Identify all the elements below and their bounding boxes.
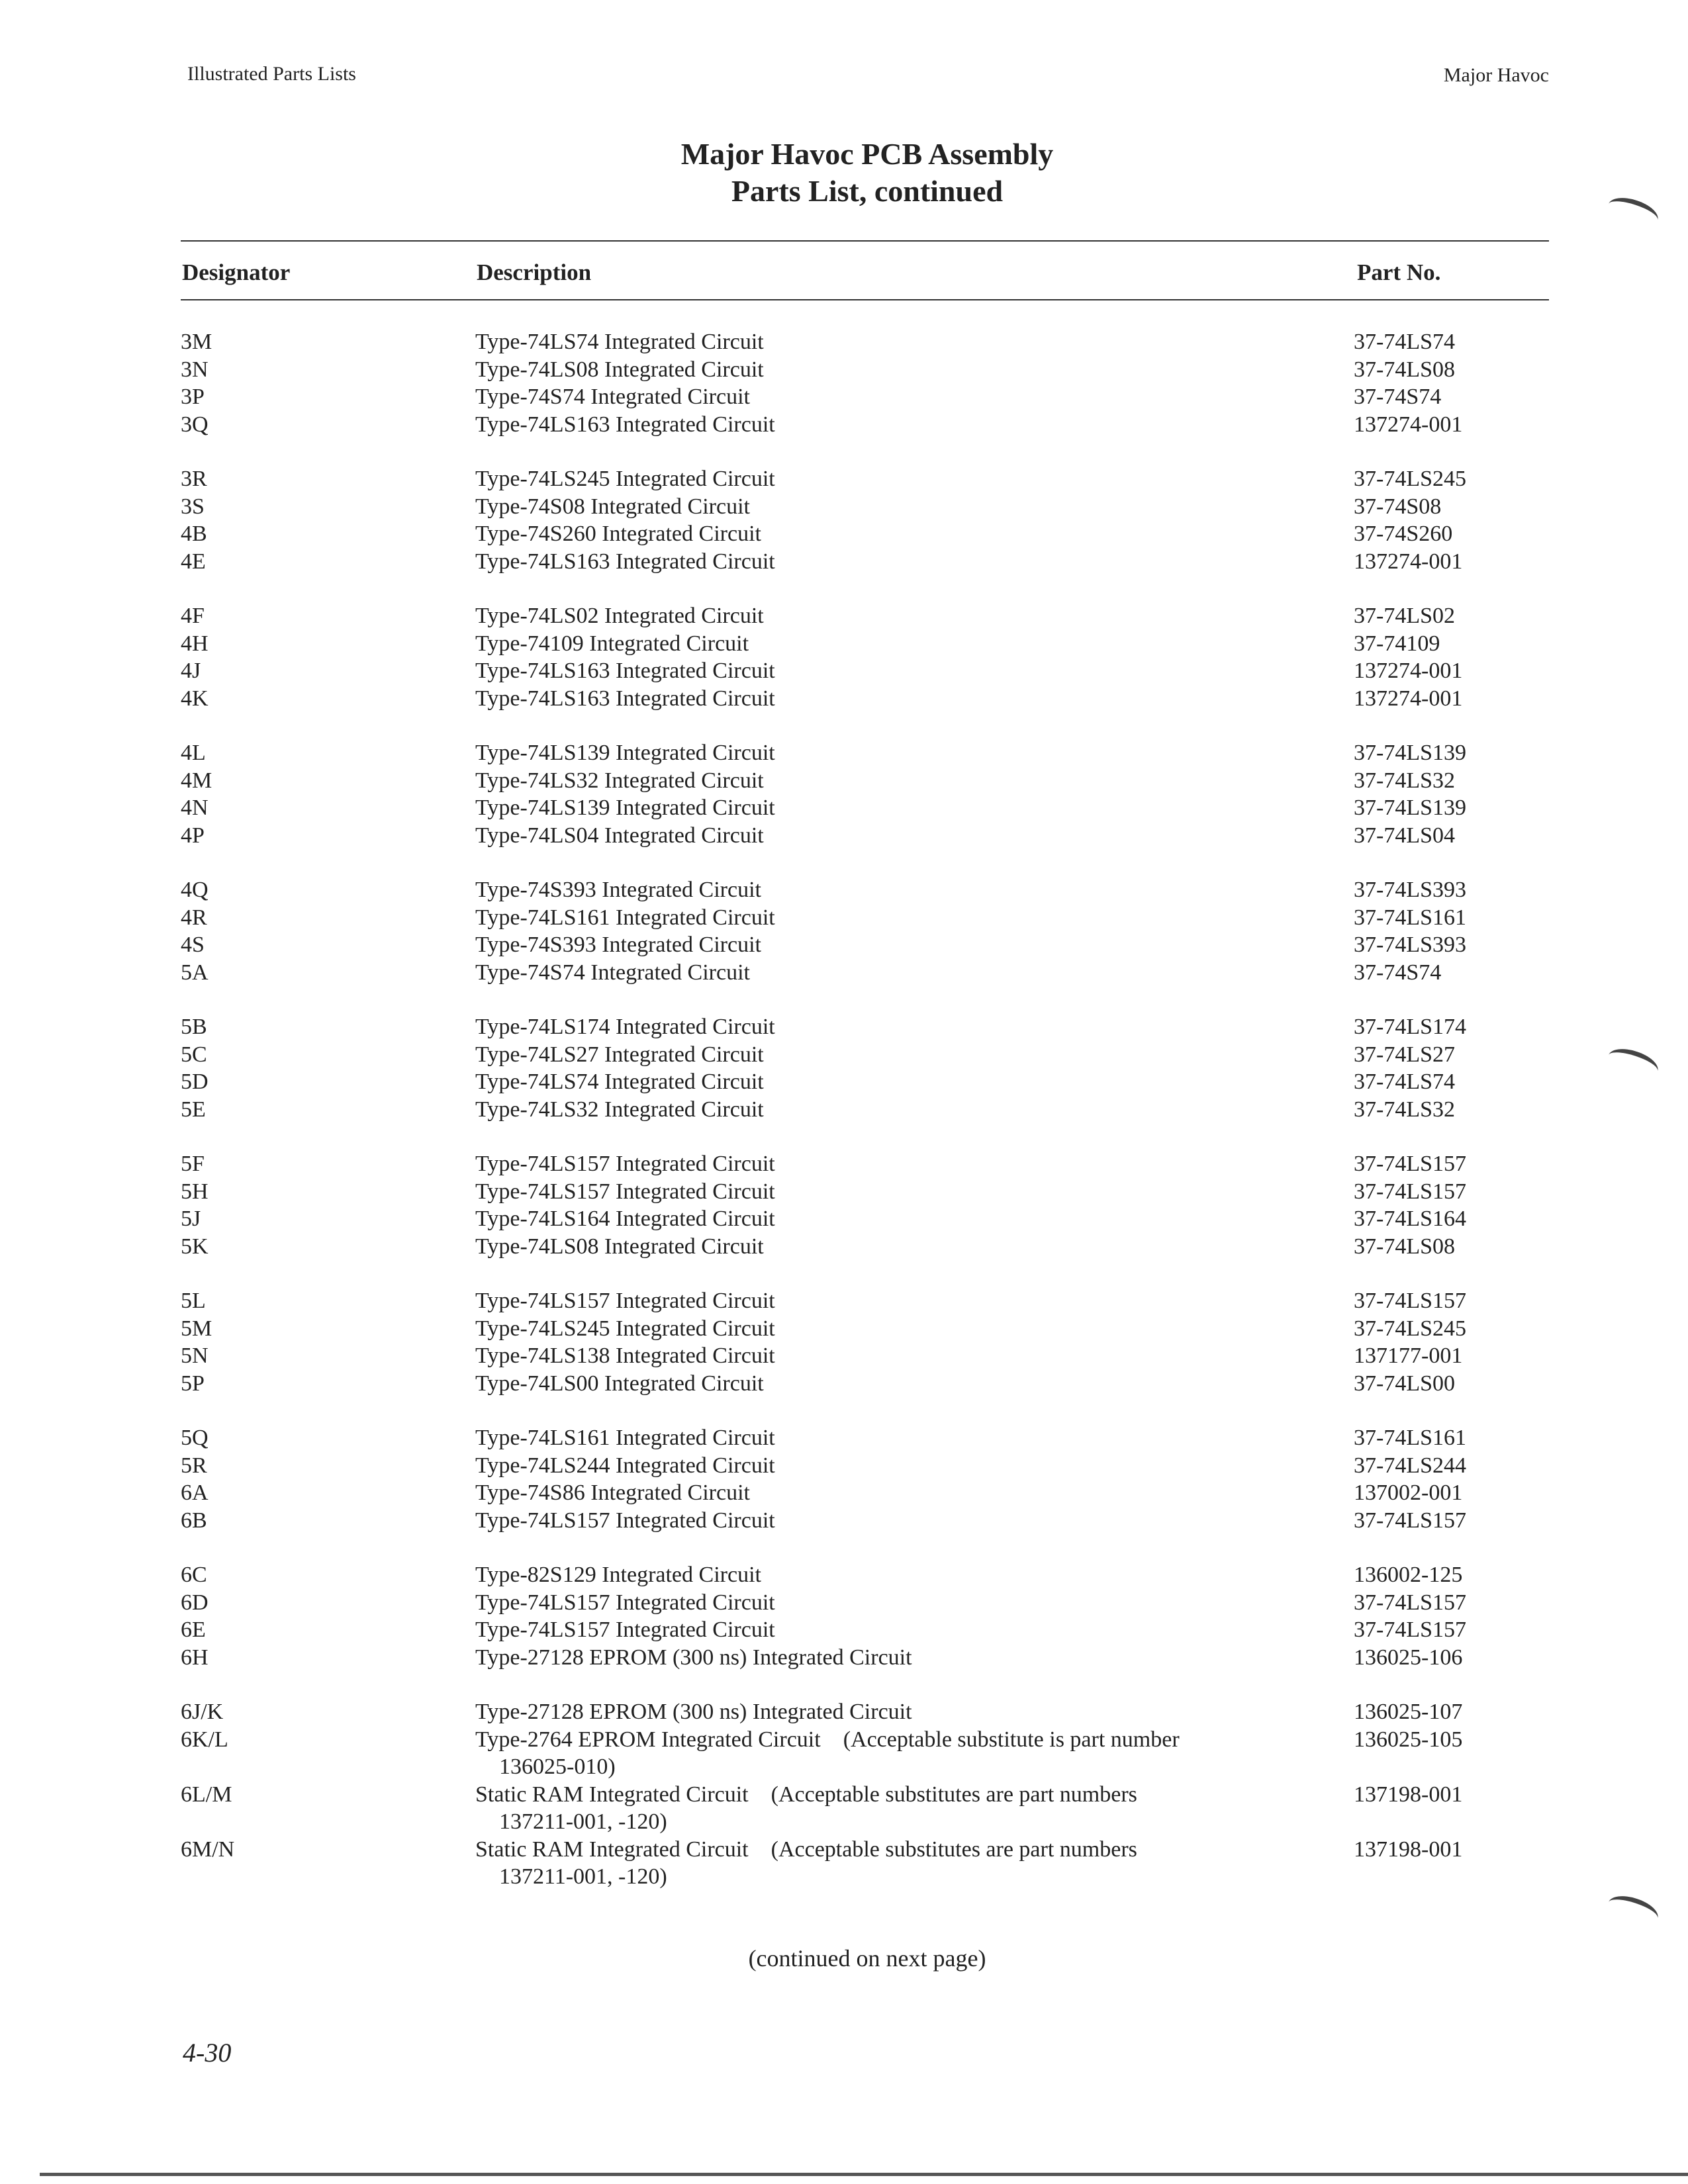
part-number-cell: 37-74LS244: [1354, 1453, 1466, 1478]
table-row: [0, 1479, 1688, 1507]
part-number-cell: 136025-105: [1354, 1727, 1463, 1752]
description-cell: [475, 657, 1296, 685]
description-text: Type-74LS163 Integrated Circuit: [475, 549, 775, 574]
designator-cell: 5J: [181, 1206, 201, 1231]
designator-cell: 5F: [181, 1152, 205, 1176]
table-row: [0, 493, 1688, 521]
designator-cell: 4B: [181, 522, 207, 546]
part-number-cell: 37-74LS393: [1354, 878, 1466, 902]
part-number-cell: 37-74LS32: [1354, 1097, 1455, 1122]
description-text: Type-82S129 Integrated Circuit: [475, 1563, 761, 1587]
designator-cell: 6K/L: [181, 1727, 228, 1752]
parts-table: [0, 328, 1688, 1918]
table-row: [0, 876, 1688, 904]
designator-cell: 5C: [181, 1042, 207, 1067]
description-cell: [475, 1781, 1296, 1836]
part-number-cell: 37-74LS393: [1354, 933, 1466, 957]
description-cell: [475, 1013, 1296, 1041]
row-group: [0, 1150, 1688, 1260]
part-number-cell: 37-74109: [1354, 631, 1440, 656]
designator-cell: 6D: [181, 1590, 209, 1615]
page-header-right: Major Havoc: [1443, 64, 1549, 86]
description-cell: [475, 1041, 1296, 1069]
designator-cell: 3N: [181, 357, 209, 382]
table-row: [0, 904, 1688, 932]
designator-cell: 4F: [181, 604, 205, 628]
description-cell: [475, 1507, 1296, 1535]
part-number-cell: 37-74LS157: [1354, 1508, 1466, 1533]
part-number-cell: 137274-001: [1354, 686, 1463, 711]
table-row: [0, 630, 1688, 658]
table-row: [0, 657, 1688, 685]
part-number-cell: 37-74LS04: [1354, 823, 1455, 848]
description-text: Type-27128 EPROM (300 ns) Integrated Circuit: [475, 1700, 912, 1724]
description-cell: [475, 383, 1296, 411]
designator-cell: 4R: [181, 905, 207, 930]
row-group: [0, 465, 1688, 575]
part-number-cell: 37-74LS157: [1354, 1617, 1466, 1642]
table-row: [0, 1781, 1688, 1836]
table-row: [0, 822, 1688, 850]
description-text: Type-74LS08 Integrated Circuit: [475, 1234, 764, 1259]
table-row: [0, 1424, 1688, 1452]
description-cell: [475, 1452, 1296, 1480]
table-row: [0, 1616, 1688, 1644]
table-row: [0, 465, 1688, 493]
part-number-cell: 136025-106: [1354, 1645, 1463, 1670]
description-cell: [475, 1644, 1296, 1672]
part-number-cell: 37-74LS164: [1354, 1206, 1466, 1231]
description-text: Type-74LS245 Integrated Circuit: [475, 1316, 775, 1341]
column-header-part-no: Part No.: [1357, 259, 1441, 285]
table-row: [0, 959, 1688, 987]
table-row: [0, 1836, 1688, 1891]
row-group: [0, 1287, 1688, 1397]
description-cell: [475, 959, 1296, 987]
row-group: [0, 602, 1688, 712]
table-row: [0, 1644, 1688, 1672]
part-number-cell: 137177-001: [1354, 1343, 1463, 1368]
description-text: Type-74LS74 Integrated Circuit: [475, 330, 764, 354]
description-cell: [475, 1424, 1296, 1452]
description-text: Type-74LS157 Integrated Circuit: [475, 1508, 775, 1533]
designator-cell: 5P: [181, 1371, 205, 1396]
table-row: [0, 1178, 1688, 1206]
part-number-cell: 37-74LS139: [1354, 741, 1466, 765]
description-text: Type-74LS32 Integrated Circuit: [475, 768, 764, 793]
table-row: [0, 794, 1688, 822]
description-text: Type-74LS139 Integrated Circuit: [475, 741, 775, 765]
description-text: Type-74LS138 Integrated Circuit: [475, 1343, 775, 1368]
title-line-1: Major Havoc PCB Assembly: [680, 137, 1054, 171]
designator-cell: 6C: [181, 1563, 207, 1587]
description-text: Type-74LS157 Integrated Circuit: [475, 1289, 775, 1313]
description-text: Type-74LS163 Integrated Circuit: [475, 659, 775, 683]
table-row: [0, 1370, 1688, 1398]
part-number-cell: 37-74LS08: [1354, 357, 1455, 382]
table-row: [0, 520, 1688, 548]
description-cell: [475, 1479, 1296, 1507]
designator-cell: 4P: [181, 823, 205, 848]
description-text: Type-74S260 Integrated Circuit: [475, 522, 761, 546]
part-number-cell: 37-74LS161: [1354, 1426, 1466, 1450]
description-text: Type-74LS157 Integrated Circuit: [475, 1179, 775, 1204]
part-number-cell: 137198-001: [1354, 1837, 1463, 1862]
row-group: [0, 1424, 1688, 1534]
table-row: [0, 1315, 1688, 1343]
description-cell: [475, 1178, 1296, 1206]
description-cell: [475, 1836, 1296, 1891]
description-text: Type-74LS00 Integrated Circuit: [475, 1371, 764, 1396]
table-row: [0, 931, 1688, 959]
column-header-designator: Designator: [182, 259, 291, 285]
designator-cell: 6B: [181, 1508, 207, 1533]
column-header-description: Description: [477, 259, 592, 285]
description-cell: [475, 548, 1296, 576]
designator-cell: 6H: [181, 1645, 209, 1670]
description-text: Type-74S393 Integrated Circuit: [475, 933, 761, 957]
description-text: Type-74S08 Integrated Circuit: [475, 494, 750, 519]
description-continuation: 137211-001, -120): [499, 1809, 667, 1834]
description-cell: [475, 1150, 1296, 1178]
table-row: [0, 1287, 1688, 1315]
description-text: Type-74LS08 Integrated Circuit: [475, 357, 764, 382]
designator-cell: 4E: [181, 549, 206, 574]
title-line-2: Parts List, continued: [731, 174, 1004, 208]
part-number-cell: 37-74LS139: [1354, 796, 1466, 820]
designator-cell: 3Q: [181, 412, 209, 437]
description-cell: [475, 1342, 1296, 1370]
part-number-cell: 137002-001: [1354, 1480, 1463, 1505]
table-row: [0, 1013, 1688, 1041]
page-bottom-edge: [40, 2173, 1688, 2176]
designator-cell: 4J: [181, 659, 201, 683]
description-cell: [475, 767, 1296, 795]
part-number-cell: 37-74LS74: [1354, 1069, 1455, 1094]
description-cell: [475, 1370, 1296, 1398]
description-cell: [475, 904, 1296, 932]
description-text: Type-2764 EPROM Integrated Circuit (Acceptable substitute is part number: [475, 1727, 1180, 1752]
description-continuation: 137211-001, -120): [499, 1864, 667, 1889]
description-text: Type-74LS74 Integrated Circuit: [475, 1069, 764, 1094]
part-number-cell: 137198-001: [1354, 1782, 1463, 1807]
designator-cell: 5A: [181, 960, 209, 985]
designator-cell: 4H: [181, 631, 209, 656]
description-text: Type-74LS157 Integrated Circuit: [475, 1617, 775, 1642]
part-number-cell: 37-74S74: [1354, 960, 1442, 985]
table-row: [0, 1068, 1688, 1096]
description-cell: [475, 1205, 1296, 1233]
part-number-cell: 37-74LS08: [1354, 1234, 1455, 1259]
designator-cell: 5M: [181, 1316, 212, 1341]
description-cell: [475, 1315, 1296, 1343]
row-group: [0, 1013, 1688, 1123]
part-number-cell: 37-74LS02: [1354, 604, 1455, 628]
part-number-cell: 37-74S260: [1354, 522, 1453, 546]
part-number-cell: 37-74LS27: [1354, 1042, 1455, 1067]
description-text: Type-74LS161 Integrated Circuit: [475, 1426, 775, 1450]
part-number-cell: 136002-125: [1354, 1563, 1463, 1587]
designator-cell: 3R: [181, 467, 207, 491]
part-number-cell: 37-74LS161: [1354, 905, 1466, 930]
designator-cell: 5H: [181, 1179, 209, 1204]
designator-cell: 6M/N: [181, 1837, 235, 1862]
designator-cell: 6J/K: [181, 1700, 224, 1724]
description-text: Type-74S393 Integrated Circuit: [475, 878, 761, 902]
continued-note: (continued on next page): [748, 1945, 986, 1972]
designator-cell: 5E: [181, 1097, 206, 1122]
row-group: [0, 328, 1688, 438]
page-title: [0, 136, 1688, 210]
description-continuation: 136025-010): [499, 1754, 616, 1779]
description-text: Type-74LS174 Integrated Circuit: [475, 1015, 775, 1039]
description-cell: [475, 1726, 1296, 1781]
row-group: [0, 876, 1688, 986]
table-row: [0, 1150, 1688, 1178]
description-cell: [475, 328, 1296, 356]
page-header-left: Illustrated Parts Lists: [187, 63, 356, 85]
part-number-cell: 37-74LS245: [1354, 1316, 1466, 1341]
description-cell: [475, 1561, 1296, 1589]
description-cell: [475, 602, 1296, 630]
part-number-cell: 37-74LS32: [1354, 768, 1455, 793]
description-text: Type-74LS157 Integrated Circuit: [475, 1590, 775, 1615]
designator-cell: 4K: [181, 686, 209, 711]
description-cell: [475, 794, 1296, 822]
part-number-cell: 37-74LS174: [1354, 1015, 1466, 1039]
designator-cell: 4Q: [181, 878, 209, 902]
part-number-cell: 37-74LS157: [1354, 1289, 1466, 1313]
designator-cell: 5K: [181, 1234, 209, 1259]
designator-cell: 6E: [181, 1617, 206, 1642]
description-text: Type-74LS32 Integrated Circuit: [475, 1097, 764, 1122]
description-text: Type-27128 EPROM (300 ns) Integrated Circuit: [475, 1645, 912, 1670]
part-number-cell: 37-74S74: [1354, 385, 1442, 409]
designator-cell: 4L: [181, 741, 206, 765]
table-row: [0, 1096, 1688, 1124]
description-cell: [475, 520, 1296, 548]
table-row: [0, 411, 1688, 439]
designator-cell: 4S: [181, 933, 205, 957]
description-text: Type-74109 Integrated Circuit: [475, 631, 749, 656]
description-text: Type-74LS164 Integrated Circuit: [475, 1206, 775, 1231]
table-row: [0, 739, 1688, 767]
designator-cell: 4N: [181, 796, 209, 820]
description-cell: [475, 1698, 1296, 1726]
designator-cell: 5N: [181, 1343, 209, 1368]
designator-cell: 3S: [181, 494, 205, 519]
description-cell: [475, 630, 1296, 658]
description-cell: [475, 1233, 1296, 1261]
row-group: [0, 739, 1688, 849]
description-text: Type-74LS02 Integrated Circuit: [475, 604, 764, 628]
description-text: Type-74LS163 Integrated Circuit: [475, 412, 775, 437]
row-group: [0, 1561, 1688, 1671]
designator-cell: 5Q: [181, 1426, 209, 1450]
designator-cell: 3P: [181, 385, 205, 409]
description-cell: [475, 876, 1296, 904]
designator-cell: 5L: [181, 1289, 206, 1313]
part-number-cell: 37-74LS157: [1354, 1152, 1466, 1176]
description-cell: [475, 822, 1296, 850]
part-number-cell: 136025-107: [1354, 1700, 1463, 1724]
description-cell: [475, 1616, 1296, 1644]
table-row: [0, 1507, 1688, 1535]
description-cell: [475, 739, 1296, 767]
table-row: [0, 1726, 1688, 1781]
description-cell: [475, 465, 1296, 493]
description-text: Type-74LS245 Integrated Circuit: [475, 467, 775, 491]
designator-cell: 3M: [181, 330, 212, 354]
designator-cell: 6L/M: [181, 1782, 232, 1807]
description-cell: [475, 356, 1296, 384]
part-number-cell: 137274-001: [1354, 549, 1463, 574]
table-row: [0, 1342, 1688, 1370]
table-row: [0, 383, 1688, 411]
description-text: Type-74LS161 Integrated Circuit: [475, 905, 775, 930]
description-text: Type-74LS244 Integrated Circuit: [475, 1453, 775, 1478]
part-number-cell: 37-74LS74: [1354, 330, 1455, 354]
part-number-cell: 37-74LS157: [1354, 1179, 1466, 1204]
description-text: Type-74S74 Integrated Circuit: [475, 385, 750, 409]
designator-cell: 5D: [181, 1069, 209, 1094]
description-cell: [475, 493, 1296, 521]
description-text: Static RAM Integrated Circuit (Acceptable substitutes are part numbers: [475, 1782, 1137, 1807]
designator-cell: 5B: [181, 1015, 207, 1039]
row-group: [0, 1698, 1688, 1891]
description-cell: [475, 411, 1296, 439]
description-text: Type-74LS139 Integrated Circuit: [475, 796, 775, 820]
table-row: [0, 602, 1688, 630]
table-row: [0, 356, 1688, 384]
table-row: [0, 1205, 1688, 1233]
top-rule: [181, 240, 1549, 242]
description-cell: [475, 1068, 1296, 1096]
part-number-cell: 37-74LS157: [1354, 1590, 1466, 1615]
description-text: Type-74LS27 Integrated Circuit: [475, 1042, 764, 1067]
part-number-cell: 37-74LS245: [1354, 467, 1466, 491]
description-text: Static RAM Integrated Circuit (Acceptable substitutes are part numbers: [475, 1837, 1137, 1862]
description-cell: [475, 1096, 1296, 1124]
description-cell: [475, 1287, 1296, 1315]
table-row: [0, 1233, 1688, 1261]
page-number: 4-30: [183, 2038, 232, 2068]
description-text: Type-74LS157 Integrated Circuit: [475, 1152, 775, 1176]
header-rule: [181, 299, 1549, 300]
part-number-cell: 37-74S08: [1354, 494, 1442, 519]
table-row: [0, 1698, 1688, 1726]
part-number-cell: 137274-001: [1354, 659, 1463, 683]
description-cell: [475, 1589, 1296, 1617]
description-text: Type-74S86 Integrated Circuit: [475, 1480, 750, 1505]
table-row: [0, 1452, 1688, 1480]
designator-cell: 5R: [181, 1453, 207, 1478]
table-row: [0, 328, 1688, 356]
part-number-cell: 137274-001: [1354, 412, 1463, 437]
description-text: Type-74LS163 Integrated Circuit: [475, 686, 775, 711]
part-number-cell: 37-74LS00: [1354, 1371, 1455, 1396]
table-row: [0, 1561, 1688, 1589]
designator-cell: 6A: [181, 1480, 209, 1505]
table-row: [0, 1589, 1688, 1617]
table-row: [0, 1041, 1688, 1069]
description-text: Type-74LS04 Integrated Circuit: [475, 823, 764, 848]
description-text: Type-74S74 Integrated Circuit: [475, 960, 750, 985]
description-cell: [475, 931, 1296, 959]
table-row: [0, 767, 1688, 795]
table-row: [0, 548, 1688, 576]
description-cell: [475, 685, 1296, 713]
table-row: [0, 685, 1688, 713]
designator-cell: 4M: [181, 768, 212, 793]
